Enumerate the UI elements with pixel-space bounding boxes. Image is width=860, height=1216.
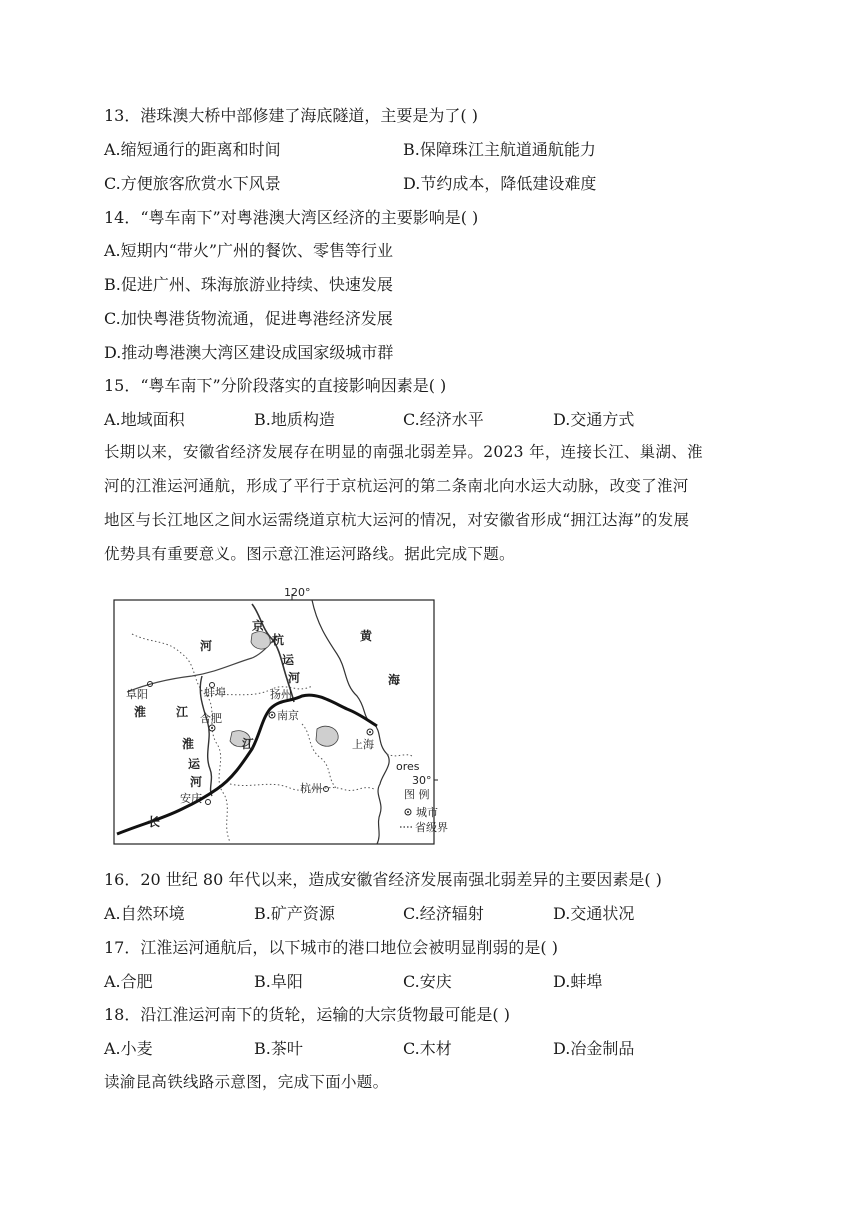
svg-text:图 例: 图 例 [404,788,430,801]
question-14-option-d: D.推动粤港澳大湾区建设成国家级城市群 [104,343,394,362]
label-huang: 黄 [360,629,373,643]
city-anqing [180,791,211,805]
city-bengbu [204,683,226,700]
svg-text:阜阳: 阜阳 [126,688,148,701]
svg-text:城市: 城市 [416,806,438,819]
label-huai-he-1: 河 [200,639,213,653]
question-15-option-a: A.地域面积 [104,410,185,429]
question-17-stem: 17．江淮运河通航后，以下城市的港口地位会被明显削弱的是( ) [104,938,558,957]
label-he: 河 [288,671,301,685]
question-13-option-c: C.方便旅客欣赏水下风景 [104,174,281,193]
svg-text:安庆: 安庆 [180,792,202,805]
question-17-option-a: A.合肥 [104,972,153,991]
question-13-stem: 13．港珠澳大桥中部修建了海底隧道，主要是为了( ) [104,106,478,125]
city-hangzhou [300,781,329,795]
passage-line-4: 优势具有重要意义。图示意江淮运河路线。据此完成下题。 [104,545,515,563]
label-chang: 长 [148,815,161,829]
label-hang: 杭 [272,633,285,647]
label-huai: 淮 [134,705,147,719]
question-15-stem: 15．“粤车南下”分阶段落实的直接影响因素是( ) [104,376,447,395]
question-16-option-a: A.自然环境 [104,904,185,923]
question-18-stem: 18．沿江淮运河南下的货轮，运输的大宗货物最可能是( ) [104,1005,510,1024]
question-17-option-d: D.蚌埠 [553,972,603,991]
svg-text:蚌埠: 蚌埠 [204,686,226,699]
stray-text: ores [396,760,420,773]
question-18-option-b: B.茶叶 [254,1039,303,1058]
question-16-option-b: B.矿产资源 [254,904,335,923]
question-18-option-d: D.冶金制品 [553,1039,635,1058]
passage-line-2: 河的江淮运河通航，形成了平行于京杭运河的第二条南北向水运大动脉，改变了淮河 [104,477,689,495]
question-17-option-c: C.安庆 [403,972,452,991]
svg-text:省级界: 省级界 [415,821,448,834]
question-13-option-b: B.保障珠江主航道通航能力 [403,140,596,159]
question-14-stem: 14．“粤车南下”对粤港澳大湾区经济的主要影响是( ) [104,208,479,227]
next-section-intro: 读渝昆高铁线路示意图，完成下面小题。 [104,1073,389,1091]
city-yangzhou [270,687,292,701]
lat-label: 30° [412,774,432,787]
city-shanghai [352,729,374,751]
label-jh-huai: 淮 [182,737,195,751]
jianghuai-canal-map [112,584,448,846]
label-yun: 运 [282,653,295,667]
label-jiang: 江 [242,737,255,751]
question-17-option-b: B.阜阳 [254,972,303,991]
question-14-option-a: A.短期内“带火”广州的餐饮、零售等行业 [104,241,394,260]
svg-text:上海: 上海 [352,738,374,751]
svg-text:南京: 南京 [277,709,299,722]
question-13-option-a: A.缩短通行的距离和时间 [104,140,281,159]
question-16-option-d: D.交通状况 [553,904,635,923]
question-14-option-b: B.促进广州、珠海旅游业持续、快速发展 [104,275,393,294]
label-jh-jiang: 江 [176,705,189,719]
label-jh-yun: 运 [188,757,201,771]
map-legend [400,787,448,834]
city-hefei [200,711,222,731]
city-nanjing [269,708,299,722]
question-16-stem: 16．20 世纪 80 年代以来，造成安徽省经济发展南强北弱差异的主要因素是( ) [104,870,662,889]
question-18-option-a: A.小麦 [104,1039,153,1058]
question-15-option-c: C.经济水平 [403,410,484,429]
svg-text:扬州: 扬州 [270,688,292,701]
passage-line-1: 长期以来，安徽省经济发展存在明显的南强北弱差异。2023 年，连接长江、巢湖、淮 [104,443,703,461]
question-13-option-d: D.节约成本，降低建设难度 [403,174,597,193]
question-16-option-c: C.经济辐射 [403,904,484,923]
question-14-option-c: C.加快粤港货物流通，促进粤港经济发展 [104,309,393,328]
passage-line-3: 地区与长江地区之间水运需绕道京杭大运河的情况，对安徽省形成“拥江达海”的发展 [104,511,690,529]
label-hai: 海 [388,673,401,687]
label-jing: 京 [252,619,265,633]
svg-text:杭州: 杭州 [300,782,322,795]
question-15-option-b: B.地质构造 [254,410,335,429]
svg-text:合肥: 合肥 [200,712,222,725]
question-18-option-c: C.木材 [403,1039,452,1058]
lon-label: 120° [284,586,311,599]
label-jh-he: 河 [190,775,203,789]
question-15-option-d: D.交通方式 [553,410,635,429]
